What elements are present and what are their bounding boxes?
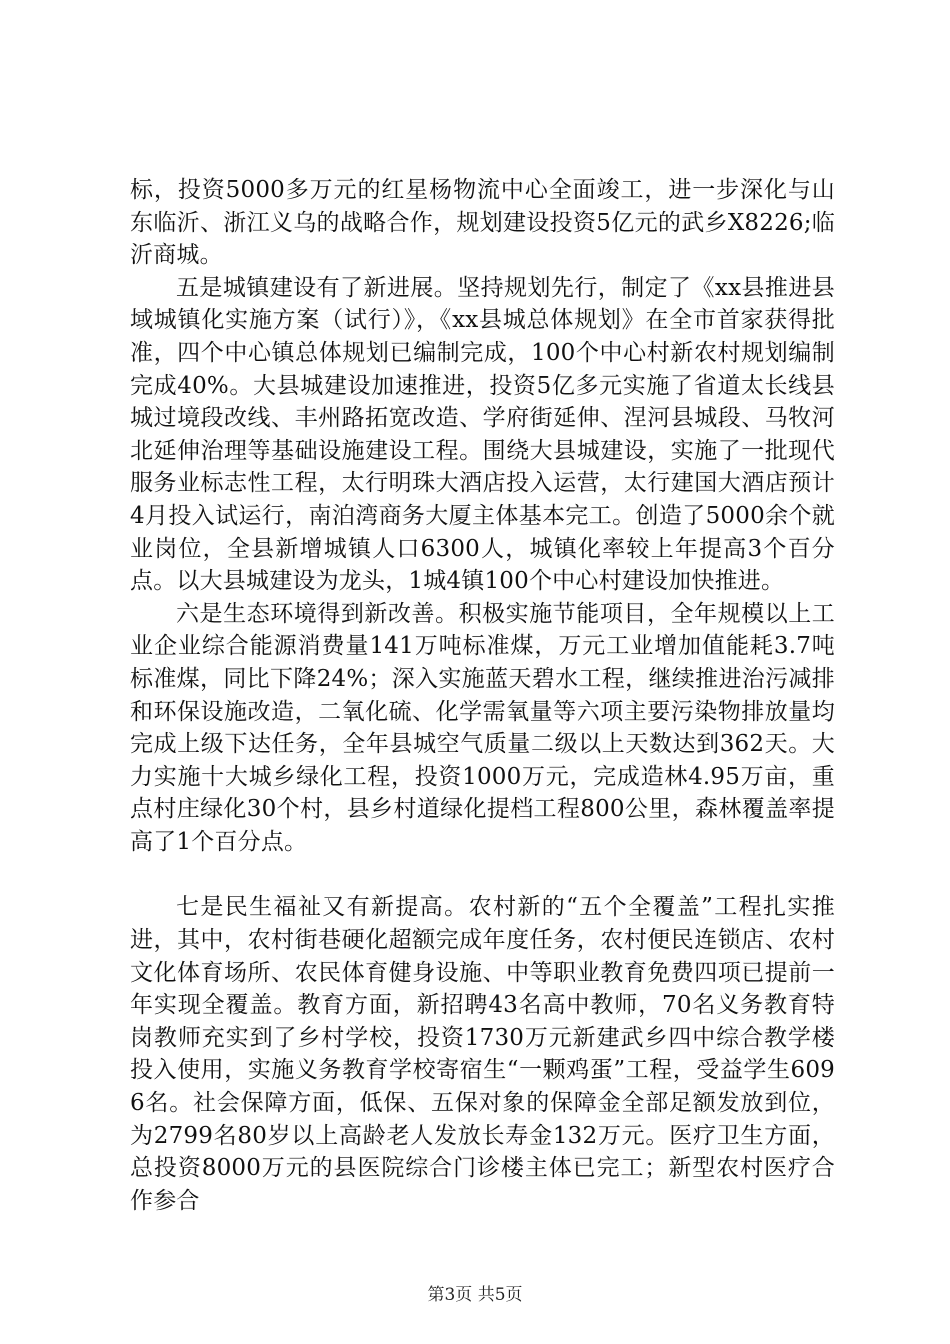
paragraph-ecological-environment: 六是生态环境得到新改善。积极实施节能项目，全年规模以上工业企业综合能源消费量141万吨标准煤，万元工业增加值能耗3.7吨标准煤，同比下降24%；深入实施蓝天碧水工程，继续推进治污减排和环保设施改造，二氧化硫、化学需氧量等六项主要污染物排放量均完成上级下达任务，全年县城空气质量二级以上天数达到362天。大力实施十大城乡绿化工程，投资1000万元，完成造林4.95万亩，重点村庄绿化30个村，县乡村道绿化提档工程800公里，森林覆盖率提高了1个百分点。 — [130, 600, 835, 855]
document-body — [130, 174, 835, 1217]
paragraph-livelihood: 七是民生福祉又有新提高。农村新的“五个全覆盖”工程扎实推进，其中，农村街巷硬化超额完成年度任务，农村便民连锁店、农村文化体育场所、农民体育健身设施、中等职业教育免费四项已提前一年实现全覆盖。教育方面，新招聘43名高中教师，70名义务教育特岗教师充实到了乡村学校，投资1730万元新建武乡四中综合教学楼投入使用，实施义务教育学校寄宿生“一颗鸡蛋”工程，受益学生6096名。社会保障方面，低保、五保对象的保障金全部足额发放到位，为2799名80岁以上高龄老人发放长寿金132万元。医疗卫生方面，总投资8000万元的县医院综合门诊楼主体已完工；新型农村医疗合作参合 — [130, 894, 835, 1214]
paragraph-gap — [130, 858, 835, 891]
paragraph-continuation: 标，投资5000多万元的红星杨物流中心全面竣工，进一步深化与山东临沂、浙江义乌的战略合作，规划建设投资5亿元的武乡X8226;临沂商城。 — [130, 177, 835, 269]
page-footer: 第3页 共5页 — [427, 1285, 523, 1305]
paragraph-urban-construction: 五是城镇建设有了新进展。坚持规划先行，制定了《xx县推进县域城镇化实施方案（试行）》，《xx县城总体规划》在全市首家获得批准，四个中心镇总体规划已编制完成，100个中心村新农村规划编制完成40%。大县城建设加速推进，投资5亿多元实施了省道太长线县城过境段改线、丰州路拓宽改造、学府街延伸、涅河县城段、马牧河北延伸治理等基础设施建设工程。围绕大县城建设，实施了一批现代服务业标志性工程，太行明珠大酒店投入运营，太行建国大酒店预计4月投入试运行，南泊湾商务大厦主体基本完工。创造了5000余个就业岗位，全县新增城镇人口6300人，城镇化率较上年提高3个百分点。以大县城建设为龙头，1城4镇100个中心村建设加快推进。 — [130, 274, 835, 595]
